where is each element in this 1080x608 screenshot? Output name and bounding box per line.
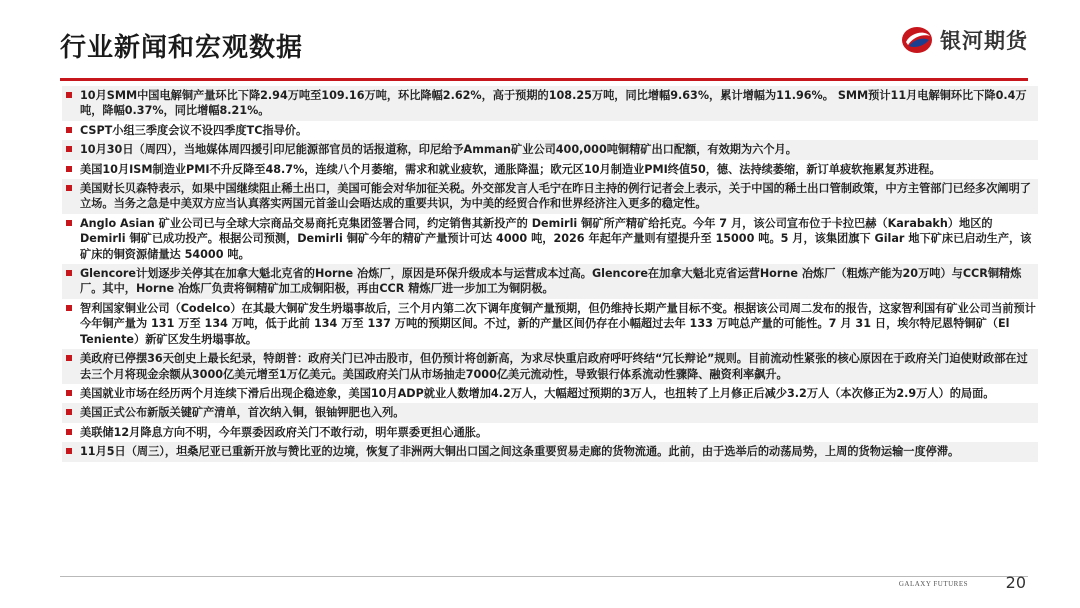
bullet-icon	[66, 166, 72, 172]
news-item	[62, 179, 1038, 214]
news-list	[62, 86, 1038, 462]
title-divider	[60, 78, 1028, 81]
news-item	[62, 403, 1038, 422]
bullet-icon	[66, 92, 72, 98]
bullet-icon	[66, 127, 72, 133]
news-text: 智利国家铜业公司（Codelco）在其最大铜矿发生坍塌事故后，三个月内第二次下调年度铜产量预期，但仍维持长期产量目标不变。根据该公司周二发布的报告，这家智利国有矿业公司当前预计今年铜产量为 131 万至 134 万吨，低于此前 134 万至 137 万吨的预期区间。不过，新的产量区间仍存在小幅超过去年 133 万吨总产量的可能性。7 月 31 日，埃尔特尼恩特铜矿（El Teniente）新矿区发生坍塌事故。	[80, 301, 1036, 346]
bullet-icon	[66, 409, 72, 415]
bullet-icon	[66, 220, 72, 226]
news-text: 10月30日（周四），当地媒体周四援引印尼能源部官员的话报道称，印尼给予Amman矿业公司400,000吨铜精矿出口配额，有效期为六个月。	[80, 143, 797, 157]
news-item	[62, 264, 1038, 299]
news-text: 美国10月ISM制造业PMI不升反降至48.7%，连续八个月萎缩，需求和就业疲软，通胀降温；欧元区10月制造业PMI终值50，德、法持续萎缩，新订单疲软拖累复苏进程。	[80, 162, 941, 176]
bullet-icon	[66, 270, 72, 276]
bullet-icon	[66, 355, 72, 361]
news-text: 11月5日（周三），坦桑尼亚已重新开放与赞比亚的边境，恢复了非洲两大铜出口国之间这条重要贸易走廊的货物流通。此前，由于选举后的动荡局势，上周的货物运输一度停滞。	[80, 445, 960, 459]
news-item	[62, 349, 1038, 384]
bullet-icon	[66, 429, 72, 435]
news-item	[62, 140, 1038, 159]
news-item	[62, 86, 1038, 121]
bullet-icon	[66, 448, 72, 454]
news-text: 10月SMM中国电解铜产量环比下降2.94万吨至109.16万吨，环比降幅2.62%，高于预期的108.25万吨，同比增幅9.63%，累计增幅为11.96%。 SMM预计11月电解铜环比下降0.4万吨，降幅0.37%，同比增幅8.21%。	[80, 89, 1027, 118]
bullet-icon	[66, 390, 72, 396]
news-text: CSPT小组三季度会议不设四季度TC指导价。	[80, 123, 308, 137]
news-text: 美联储12月降息方向不明，今年票委因政府关门不敢行动，明年票委更担心通胀。	[80, 425, 488, 439]
news-item	[62, 442, 1038, 461]
news-text: Anglo Asian 矿业公司已与全球大宗商品交易商托克集团签署合同，约定销售其新投产的 Demirli 铜矿所产精矿给托克。今年 7 月，该公司宣布位于卡拉巴赫（Karabakh）地区的 Demirli 铜矿已成功投产。根据公司预测，Demirli 铜矿今年的精矿产量预计可达 4000 吨，2026 年起年产量则有望提升至 15000 吨。5 月，该集团旗下 Gilar 地下矿床已启动生产，该矿床的铜资源储量达 54000 吨。	[80, 216, 1032, 261]
news-text: 美政府已停摆36天创史上最长纪录，特朗普：政府关门已冲击股市，但仍预计将创新高，为求尽快重启政府呼吁终结“冗长辩论”规则。目前流动性紧张的核心原因在于政府关门迫使财政部在过去三个月将现金余额从3000亿美元增至1万亿美元。美国政府关门从市场抽走7000亿美元流动性，导致银行体系流动性骤降、融资利率飙升。	[80, 352, 1028, 381]
news-text: 美国就业市场在经历两个月连续下滑后出现企稳迹象，美国10月ADP就业人数增加4.2万人，大幅超过预期的3万人，也扭转了上月修正后减少3.2万人（本次修正为2.9万人）的局面。	[80, 386, 995, 400]
bullet-icon	[66, 146, 72, 152]
news-item	[62, 423, 1038, 442]
logo-text: 银河期货	[940, 29, 1028, 53]
bullet-icon	[66, 185, 72, 191]
news-item	[62, 299, 1038, 349]
galaxy-logo-icon	[900, 25, 934, 55]
news-text: 美国财长贝森特表示，如果中国继续阻止稀土出口，美国可能会对华加征关税。外交部发言人毛宁在昨日主持的例行记者会上表示，关于中国的稀土出口管制政策，中方主管部门已经多次阐明了立场。当务之急是中美双方应当认真落实两国元首釜山会晤达成的重要共识，为中美的经贸合作和世界经济注入更多的稳定性。	[80, 182, 1031, 211]
news-item	[62, 214, 1038, 264]
news-text: 美国正式公布新版关键矿产清单，首次纳入铜，银铀钾肥也入列。	[80, 406, 405, 420]
page-number: 20	[1005, 573, 1026, 592]
page-title: 行业新闻和宏观数据	[60, 33, 304, 63]
news-item	[62, 160, 1038, 179]
footer-divider	[60, 576, 1028, 577]
bullet-icon	[66, 305, 72, 311]
company-logo	[900, 25, 1028, 55]
news-text: Glencore计划逐步关停其在加拿大魁北克省的Horne 冶炼厂，原因是环保升级成本与运营成本过高。Glencore在加拿大魁北克省运营Horne 冶炼厂（粗炼产能为20万吨）与CCR铜精炼厂。其中，Horne 冶炼厂负责将铜精矿加工成铜阳极，再由CCR 精炼厂进一步加工为铜阴极。	[80, 267, 1022, 296]
footer-brand: GALAXY FUTURES	[898, 580, 968, 588]
news-item	[62, 384, 1038, 403]
news-item	[62, 121, 1038, 140]
